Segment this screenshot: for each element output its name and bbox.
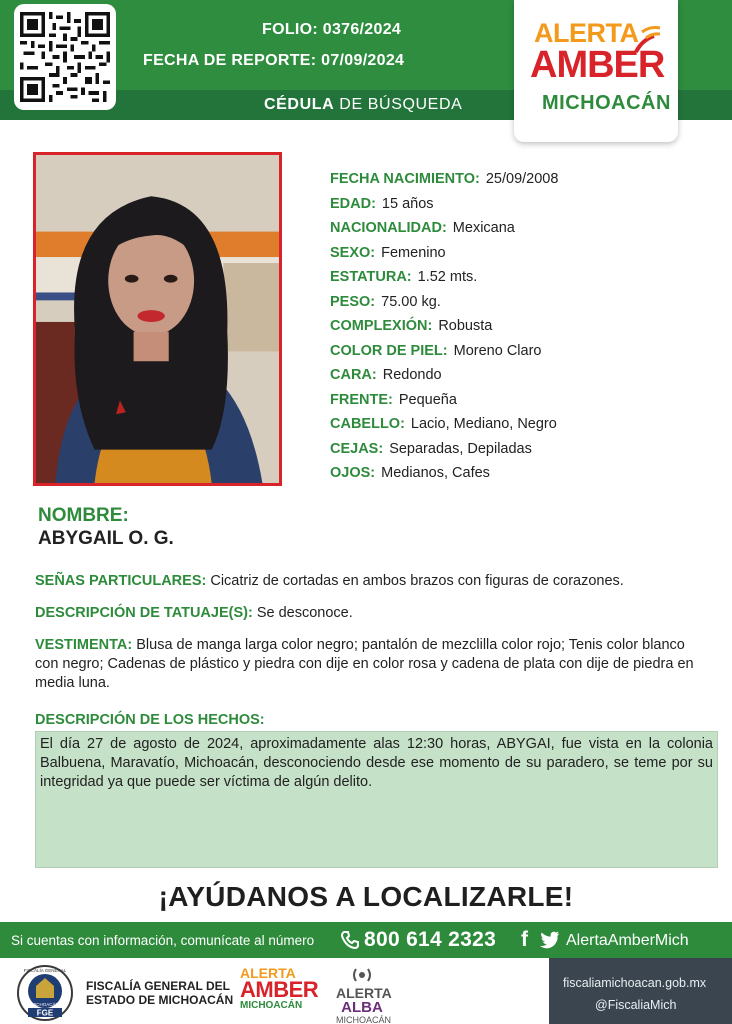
fact-label: SEXO: — [330, 244, 376, 261]
phone-number[interactable]: 800 614 2323 — [364, 928, 497, 951]
twitter-handle[interactable]: @FiscaliaMich — [595, 998, 677, 1012]
fact-row — [330, 269, 558, 294]
fact-value: Moreno Claro — [453, 342, 542, 359]
distinguishing-marks — [35, 572, 707, 591]
fact-label: OJOS: — [330, 465, 376, 481]
fact-row — [330, 220, 558, 245]
facebook-icon[interactable]: f — [521, 928, 528, 951]
qr-code[interactable] — [14, 4, 116, 110]
document-title-bold: CÉDULA — [264, 96, 335, 113]
physical-description-list — [330, 171, 558, 490]
fact-label: EDAD: — [330, 195, 376, 212]
fact-value: Robusta — [438, 318, 493, 334]
fact-row — [330, 343, 558, 368]
tattoo-description — [35, 604, 707, 623]
fact-value: 1.52 mts. — [417, 269, 478, 285]
broadcast-icon — [349, 964, 375, 986]
document-title — [264, 96, 462, 114]
alerta-amber-logo — [514, 0, 678, 142]
fact-row — [330, 367, 558, 392]
fact-label: PESO: — [330, 293, 376, 310]
folio-number: FOLIO: 0376/2024 — [262, 21, 402, 38]
qr-code-icon — [20, 10, 110, 104]
fact-label: CABELLO: — [330, 416, 405, 432]
fact-label: NACIONALIDAD: — [330, 220, 447, 236]
footer — [0, 958, 732, 1024]
fact-row — [330, 416, 558, 441]
fact-row — [330, 245, 558, 270]
missing-person-photo — [33, 152, 282, 486]
name-label: NOMBRE: — [38, 505, 129, 526]
fge-seal-icon — [16, 964, 74, 1022]
distinguishing-marks-label: SEÑAS PARTICULARES: — [35, 573, 207, 589]
footer-contact-panel — [549, 958, 732, 1024]
footer-amber-logo — [240, 966, 320, 1012]
person-photo-illustration — [36, 155, 279, 483]
fact-label: ESTATURA: — [330, 269, 412, 285]
fge-name — [86, 979, 233, 1007]
person-name: ABYGAIL O. G. — [38, 528, 174, 549]
clothing-description — [35, 636, 707, 693]
fge-name-line1: FISCALÍA GENERAL DEL — [86, 979, 231, 993]
fact-value: Separadas, Depiladas — [389, 440, 532, 457]
footer-amber-line1: ALERTA — [240, 965, 296, 981]
fact-label: CARA: — [330, 367, 377, 383]
fact-label: COMPLEXIÓN: — [330, 318, 433, 334]
events-label: DESCRIPCIÓN DE LOS HECHOS: — [35, 712, 265, 728]
fact-value: Femenino — [381, 244, 446, 261]
fact-row — [330, 392, 558, 417]
fge-name-line2: ESTADO DE MICHOACÁN — [86, 993, 234, 1007]
phone-icon — [340, 930, 360, 950]
clothing-description-value: Blusa de manga larga color negro; pantalón de mezclilla color rojo; Tenis color blanco con negro; Cadenas de plástico y piedra con dije en color rosa y cadena de plata con dije de piedra en media luna. — [35, 637, 694, 691]
fact-row — [330, 465, 558, 490]
fact-label: CEJAS: — [330, 440, 384, 457]
website-link[interactable]: fiscaliamichoacan.gob.mx — [563, 976, 707, 990]
tattoo-description-label: DESCRIPCIÓN DE TATUAJE(S): — [35, 605, 253, 621]
fact-label: FRENTE: — [330, 391, 393, 408]
events-description: El día 27 de agosto de 2024, aproximadamente alas 12:30 horas, ABYGAI, fue vista en la colonia Balbuena, Maravatío, Michoacán, desconociendo desde ese momento de su paradero, se teme por su integridad ya que puede ser víctima de algún delito. — [35, 731, 718, 868]
fact-value: 75.00 kg. — [381, 293, 441, 310]
fact-value: Mexicana — [452, 220, 515, 236]
logo-line-michoacan: MICHOACÁN — [542, 92, 671, 114]
fact-row — [330, 171, 558, 196]
document-title-rest: DE BÚSQUEDA — [334, 96, 463, 113]
fact-value: Redondo — [382, 367, 442, 383]
footer-alba-logo — [336, 964, 392, 1024]
footer-alba-line3: MICHOACÁN — [336, 1015, 392, 1024]
tattoo-description-value: Se desconoce. — [256, 605, 353, 621]
logo-line-amber: AMBER — [530, 44, 665, 86]
fge-seal-top: FISCALÍA GENERAL — [23, 968, 67, 973]
clothing-description-label: VESTIMENTA: — [35, 637, 133, 653]
report-date: FECHA DE REPORTE: 07/09/2024 — [143, 52, 405, 69]
fact-value: 15 años — [381, 195, 434, 212]
call-to-action: ¡AYÚDANOS A LOCALIZARLE! — [158, 881, 574, 912]
logo-line-alerta: ALERTA — [534, 18, 639, 48]
footer-amber-line2: AMBER — [240, 977, 319, 1002]
distinguishing-marks-value: Cicatriz de cortadas en ambos brazos con figuras de corazones. — [210, 573, 624, 589]
fact-label: COLOR DE PIEL: — [330, 342, 448, 359]
fact-value: 25/09/2008 — [485, 171, 559, 187]
contact-text: Si cuentas con información, comunícate al número — [11, 933, 315, 948]
fact-row — [330, 318, 558, 343]
fact-row — [330, 441, 558, 466]
footer-amber-line3: MICHOACÁN — [240, 1000, 303, 1011]
fact-value: Pequeña — [398, 391, 457, 408]
fge-seal-state: MICHOACÁN — [31, 1002, 59, 1007]
contact-bar — [0, 922, 732, 958]
footer-alba-line2: ALBA — [341, 999, 383, 1016]
social-handle[interactable]: AlertaAmberMich — [566, 932, 689, 949]
fact-row — [330, 196, 558, 221]
twitter-icon[interactable] — [540, 931, 560, 949]
fge-seal-text: FGE — [36, 1008, 54, 1018]
fact-row — [330, 294, 558, 319]
footer-alba-line1: ALERTA — [336, 985, 392, 1001]
fact-value: Medianos, Cafes — [381, 465, 490, 481]
fact-value: Lacio, Mediano, Negro — [410, 416, 557, 432]
fact-label: FECHA NACIMIENTO: — [330, 171, 480, 187]
